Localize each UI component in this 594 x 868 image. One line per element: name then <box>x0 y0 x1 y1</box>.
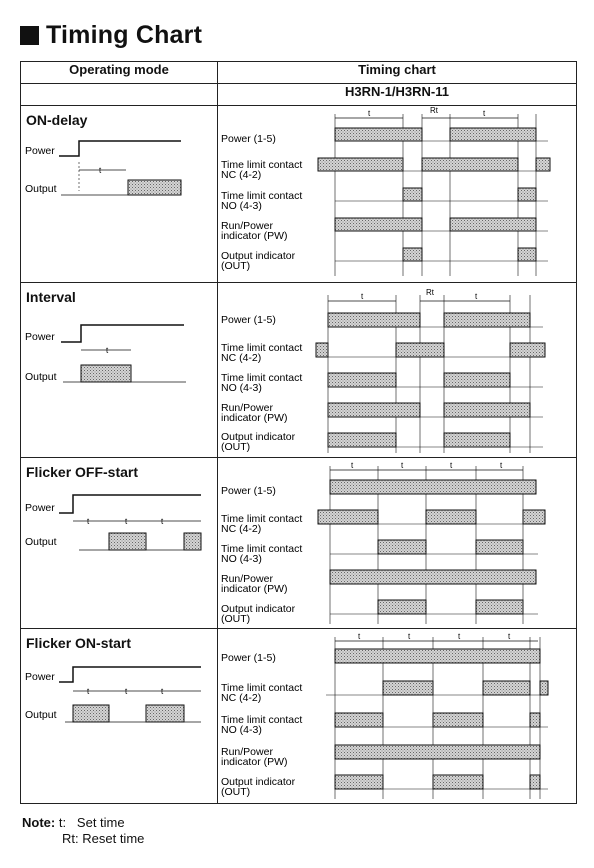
t-c: t <box>161 517 164 526</box>
label-tlc-no: Time limit contact <box>221 543 303 555</box>
label-output: Output <box>25 709 57 721</box>
label-nc: NC (4-2) <box>221 352 262 364</box>
label-tlc-nc: Time limit contact <box>221 159 303 171</box>
flicker-off-mode-diagram <box>21 458 217 628</box>
label-output: Output <box>25 536 57 548</box>
label-t: t <box>106 346 109 355</box>
rt-1: Rt <box>430 106 438 115</box>
t-4: t <box>500 461 503 470</box>
t-1: t <box>368 109 371 118</box>
note-prefix: Note: <box>22 815 56 830</box>
label-no: NO (4-3) <box>221 553 262 565</box>
chart-interval <box>218 283 577 458</box>
mode-flicker-on-start <box>21 629 218 804</box>
label-t: t <box>99 166 102 175</box>
label-run-ind: indicator (PW) <box>221 583 288 595</box>
t-2: t <box>401 461 404 470</box>
mode-interval <box>21 283 218 458</box>
mode-name-flicker-on: Flicker ON-start <box>26 635 132 651</box>
chart-on-delay <box>218 106 577 283</box>
label-out-ind: (OUT) <box>221 260 251 272</box>
t-2: t <box>475 292 478 301</box>
label-run-ind: indicator (PW) <box>221 412 288 424</box>
t-b: t <box>125 517 128 526</box>
mode-name-on-delay: ON-delay <box>26 112 88 128</box>
label-run: Run/Power <box>221 746 273 758</box>
interval-mode-diagram <box>21 283 217 457</box>
t-3: t <box>458 632 461 641</box>
note-t-desc: Set time <box>76 815 125 830</box>
label-out-ind: (OUT) <box>221 441 251 453</box>
t-3: t <box>450 461 453 470</box>
t-1: t <box>351 461 354 470</box>
label-run: Run/Power <box>221 402 273 414</box>
mode-flicker-off-start <box>21 458 218 629</box>
label-run-ind: indicator (PW) <box>221 756 288 768</box>
label-power-15: Power (1-5) <box>221 652 276 664</box>
t-c: t <box>161 687 164 696</box>
col-header-operating-mode: Operating mode <box>21 62 218 84</box>
label-tlc-nc: Time limit contact <box>221 513 303 525</box>
label-run-ind: indicator (PW) <box>221 230 288 242</box>
label-tlc-no: Time limit contact <box>221 190 303 202</box>
label-tlc-no: Time limit contact <box>221 372 303 384</box>
label-tlc-no: Time limit contact <box>221 714 303 726</box>
label-power: Power <box>25 502 55 514</box>
label-out-ind: (OUT) <box>221 786 251 798</box>
rt-1: Rt <box>426 288 434 297</box>
label-power: Power <box>25 145 55 157</box>
t-4: t <box>508 632 511 641</box>
label-tlc-nc: Time limit contact <box>221 342 303 354</box>
label-run: Run/Power <box>221 573 273 585</box>
on-delay-mode-diagram <box>21 106 217 282</box>
label-out: Output indicator <box>221 603 296 615</box>
label-no: NO (4-3) <box>221 382 262 394</box>
label-power-15: Power (1-5) <box>221 314 276 326</box>
mode-on-delay <box>21 106 218 283</box>
label-power-15: Power (1-5) <box>221 133 276 145</box>
label-run: Run/Power <box>221 220 273 232</box>
t-a: t <box>87 687 90 696</box>
mode-name-flicker-off: Flicker OFF-start <box>26 464 139 480</box>
label-out: Output indicator <box>221 250 296 262</box>
title-square-icon <box>20 26 39 45</box>
flicker-on-mode-diagram <box>21 629 217 803</box>
t-2: t <box>483 109 486 118</box>
label-power: Power <box>25 331 55 343</box>
label-nc: NC (4-2) <box>221 523 262 535</box>
note-rt-desc: Reset time <box>82 831 145 846</box>
label-nc: NC (4-2) <box>221 169 262 181</box>
label-output: Output <box>25 183 57 195</box>
flicker-on-timing-svg <box>218 629 578 803</box>
label-out: Output indicator <box>221 431 296 443</box>
note-rt-key: Rt: <box>62 831 79 846</box>
page-title <box>20 18 202 52</box>
label-power-15: Power (1-5) <box>221 485 276 497</box>
t-b: t <box>125 687 128 696</box>
label-out-ind: (OUT) <box>221 613 251 625</box>
timing-table <box>20 61 577 804</box>
t-a: t <box>87 517 90 526</box>
note-t-key: t: <box>58 815 67 830</box>
note-section <box>22 815 144 847</box>
label-tlc-nc: Time limit contact <box>221 682 303 694</box>
label-output: Output <box>25 371 57 383</box>
on-delay-timing-svg <box>218 106 578 282</box>
label-nc: NC (4-2) <box>221 692 262 704</box>
chart-flicker-off <box>218 458 577 629</box>
col-header-timing-chart: Timing chart <box>218 62 577 84</box>
model-name: H3RN-1/H3RN-11 <box>218 84 577 106</box>
label-power: Power <box>25 671 55 683</box>
flicker-off-timing-svg <box>218 458 578 628</box>
model-empty-cell <box>21 84 218 106</box>
title-text: Timing Chart <box>46 20 203 49</box>
t-1: t <box>361 292 364 301</box>
chart-flicker-on <box>218 629 577 804</box>
interval-timing-svg <box>218 283 578 457</box>
t-2: t <box>408 632 411 641</box>
t-1: t <box>358 632 361 641</box>
label-no: NO (4-3) <box>221 724 262 736</box>
label-no: NO (4-3) <box>221 200 262 212</box>
mode-name-interval: Interval <box>26 289 76 305</box>
label-out: Output indicator <box>221 776 296 788</box>
